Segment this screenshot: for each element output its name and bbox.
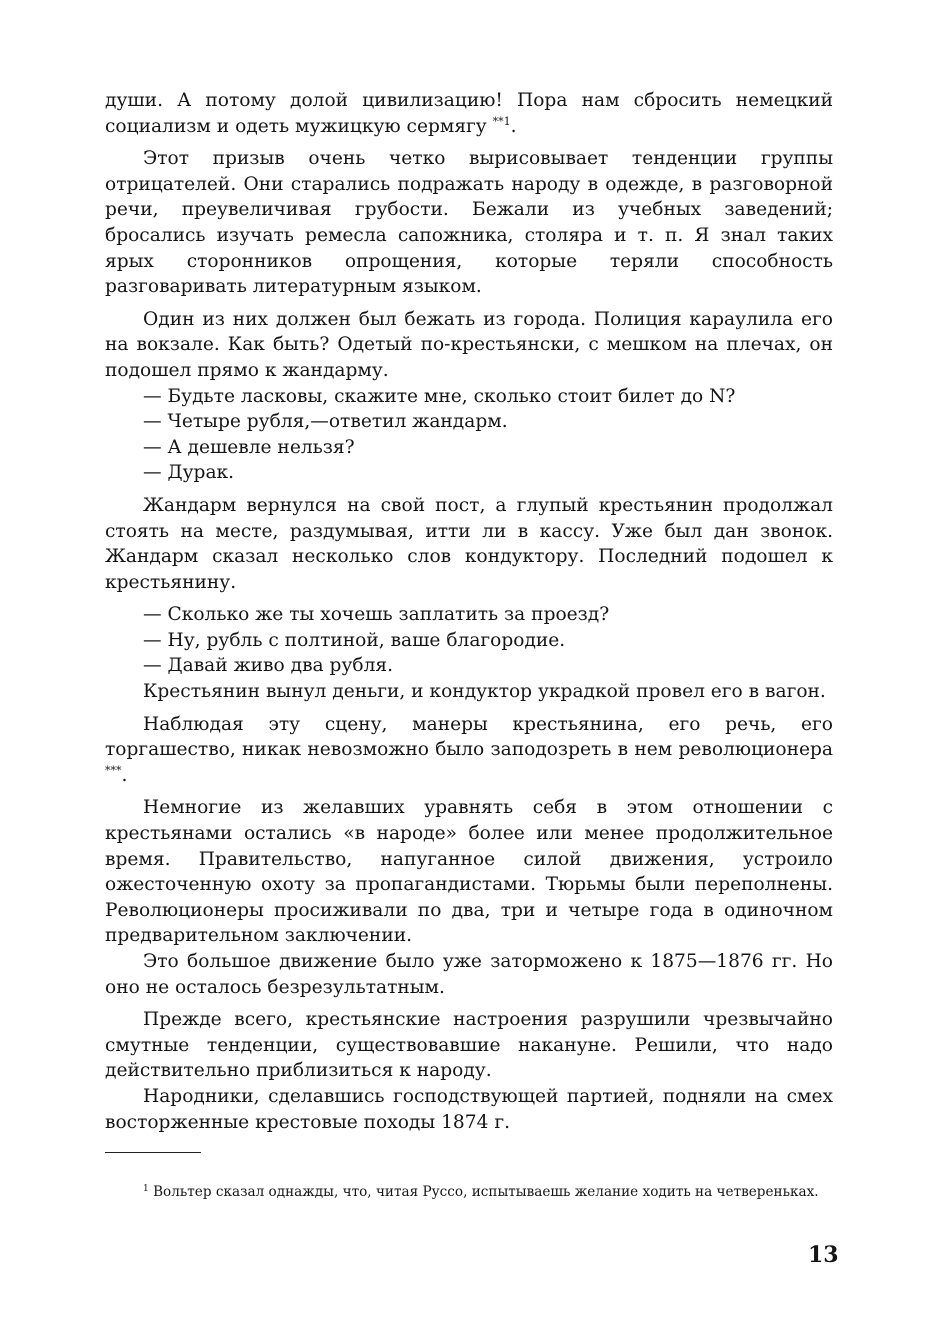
paragraph-1: души. А потому долой цивилизацию! Пора нам сбросить немецкий социализм и одеть мужицкую сермягу $^{**1}$. <box>105 90 833 137</box>
dialogue-line-5: — Сколько же ты хочешь заплатить за проезд? <box>143 604 610 626</box>
dialogue-line-4: — Дурак. <box>143 462 235 484</box>
paragraph-5: Крестьянин вынул деньги, и кондуктор украдкой провел его в вагон. <box>143 681 826 703</box>
dialogue-line-3: — А дешевле нельзя? <box>143 436 355 458</box>
page-body <box>105 88 833 1135</box>
footnote-reference: **1 <box>492 114 511 128</box>
paragraph-9: Прежде всего, крестьянские настроения разрушили чрезвычайно смутные тенденции, существовавшие накануне. Решили, что надо действительно приблизиться к народу. <box>105 1009 833 1082</box>
dialogue-line-7: — Давай живо два рубля. <box>143 655 394 677</box>
paragraph-3: Один из них должен был бежать из города. Полиция караулила его на вокзале. Как быть? Одетый по-крестьянски, с мешком на плечах, он подошел прямо к жандарму. <box>105 308 833 381</box>
paragraph-8: Это большое движение было уже заторможено к 1875—1876 гг. Но оно не осталось безрезультатным. <box>105 951 833 998</box>
paragraph-2: Этот призыв очень четко вырисовывает тенденции группы отрицателей. Они старались подражать народу в одежде, в разговорной речи, преувеличивая грубости. Бежали из учебных заведений; бросались изучать ремесла сапожника, столяра и т. п. Я знал таких ярых сторонников опрощения, которые теряли способность разговаривать литературным языком. <box>105 148 833 298</box>
dialogue-line-1: — Будьте ласковы, скажите мне, сколько стоит билет до N? <box>143 385 736 407</box>
footnote-number: 1 <box>143 1183 149 1194</box>
paragraph-6: Наблюдая эту сцену, манеры крестьянина, его речь, его торгашество, никак невозможно было заподозреть в нем революционера ***. <box>105 713 833 786</box>
paragraph-4: Жандарм вернулся на свой пост, а глупый крестьянин продолжал стоять на месте, раздумывая, итти ли в кассу. Уже был дан звонок. Жандарм сказал несколько слов кондуктору. Последний подошел к крестьянину. <box>105 494 833 593</box>
paragraph-10: Народники, сделавшись господствующей партией, подняли на смех восторженные крестовые походы 1874 г. <box>105 1085 833 1133</box>
footnote <box>105 1182 833 1203</box>
footnote-text: Вольтер сказал однажды, что, читая Руссо, испытываешь желание ходить на четвереньках. <box>153 1183 819 1200</box>
footnote-divider <box>105 1152 201 1153</box>
footnote-reference: *** <box>105 763 122 777</box>
page-number: 13 <box>808 1242 839 1268</box>
dialogue-line-2: — Четыре рубля,—ответил жандарм. <box>143 411 508 433</box>
dialogue-line-6: — Ну, рубль с полтиной, ваше благородие. <box>143 629 566 651</box>
paragraph-7: Немногие из желавших уравнять себя в этом отношении с крестьянами остались «в народе» более или менее продолжительное время. Правительство, напуганное силой движения, устроило ожесточенную охоту за пропагандистами. Тюрьмы были переполнены. Революционеры просиживали по два, три и четыре года в одиночном предварительном заключении. <box>105 797 833 947</box>
